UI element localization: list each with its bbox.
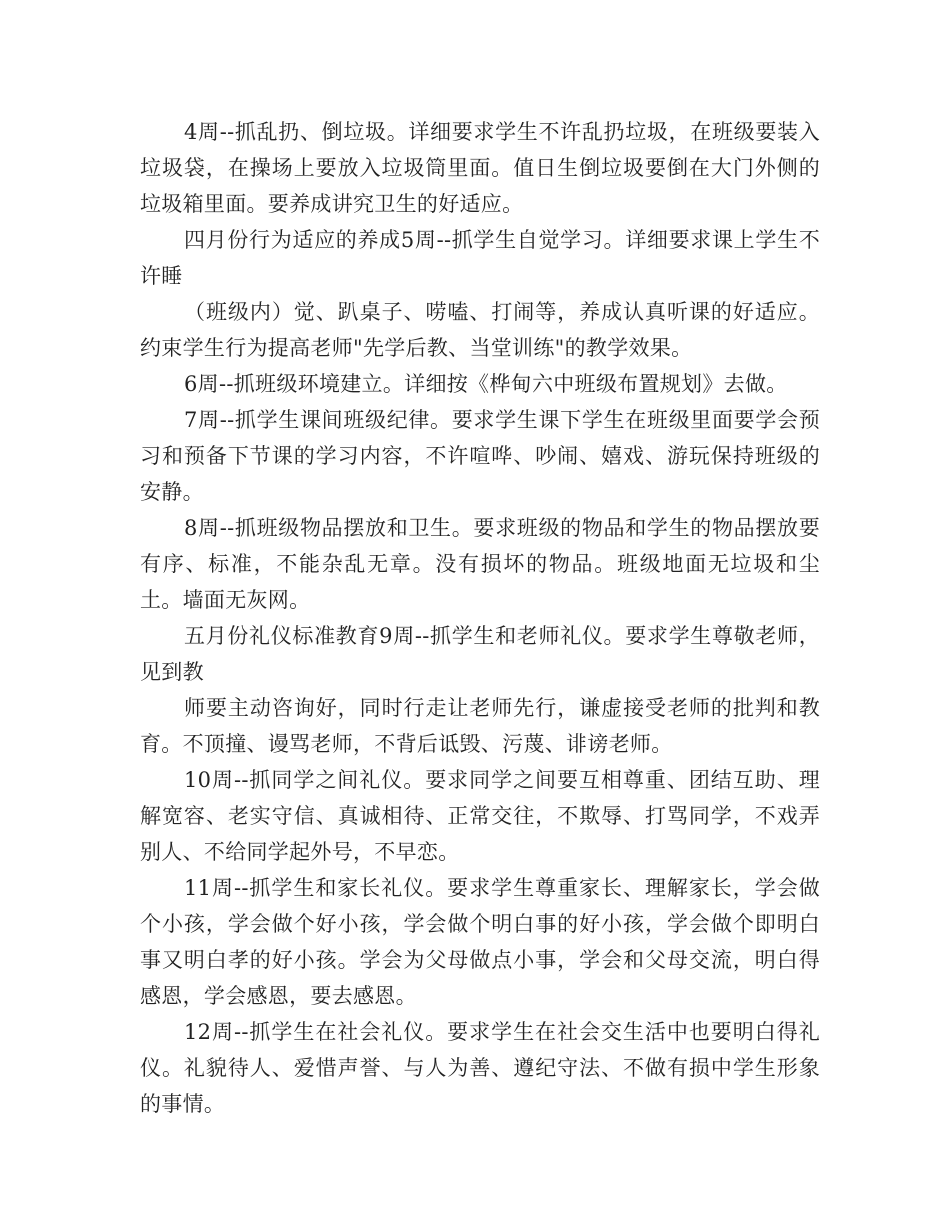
paragraph-week-5-continued: （班级内）觉、趴桌子、唠嗑、打闹等，养成认真听课的好适应。约束学生行为提高老师"先学后教、当堂训练"的教学效果。 bbox=[140, 300, 820, 360]
paragraph-week-4: 4周--抓乱扔、倒垃圾。详细要求学生不许乱扔垃圾，在班级要装入垃圾袋，在操场上要放入垃圾筒里面。值日生倒垃圾要倒在大门外侧的垃圾箱里面。要养成讲究卫生的好适应。 bbox=[140, 120, 820, 216]
paragraph-week-11: 11周--抓学生和家长礼仪。要求学生尊重家长、理解家长，学会做个小孩，学会做个好小孩，学会做个明白事的好小孩，学会做个即明白事又明白孝的好小孩。学会为父母做点小事，学会和父母交流，明白得感恩，学会感恩，要去感恩。 bbox=[140, 876, 820, 1008]
document-body bbox=[140, 114, 820, 1122]
paragraph-april-week-5: 四月份行为适应的养成5周--抓学生自觉学习。详细要求课上学生不许睡 bbox=[140, 228, 820, 288]
paragraph-week-10: 10周--抓同学之间礼仪。要求同学之间要互相尊重、团结互助、理解宽容、老实守信、真诚相待、正常交往，不欺辱、打骂同学，不戏弄别人、不给同学起外号，不早恋。 bbox=[140, 768, 820, 864]
paragraph-week-7: 7周--抓学生课间班级纪律。要求学生课下学生在班级里面要学会预习和预备下节课的学习内容，不许喧哗、吵闹、嬉戏、游玩保持班级的安静。 bbox=[140, 408, 820, 504]
paragraph-week-9-continued: 师要主动咨询好，同时行走让老师先行，谦虚接受老师的批判和教育。不顶撞、谩骂老师，不背后诋毁、污蔑、诽谤老师。 bbox=[140, 696, 820, 756]
paragraph-week-8: 8周--抓班级物品摆放和卫生。要求班级的物品和学生的物品摆放要有序、标准，不能杂乱无章。没有损坏的物品。班级地面无垃圾和尘土。墙面无灰网。 bbox=[140, 516, 820, 612]
paragraph-week-12: 12周--抓学生在社会礼仪。要求学生在社会交生活中也要明白得礼仪。礼貌待人、爱惜声誉、与人为善、遵纪守法、不做有损中学生形象的事情。 bbox=[140, 1020, 820, 1116]
paragraph-may-week-9: 五月份礼仪标准教育9周--抓学生和老师礼仪。要求学生尊敬老师，见到教 bbox=[140, 624, 820, 684]
paragraph-week-6: 6周--抓班级环境建立。详细按《桦甸六中班级布置规划》去做。 bbox=[184, 372, 788, 396]
